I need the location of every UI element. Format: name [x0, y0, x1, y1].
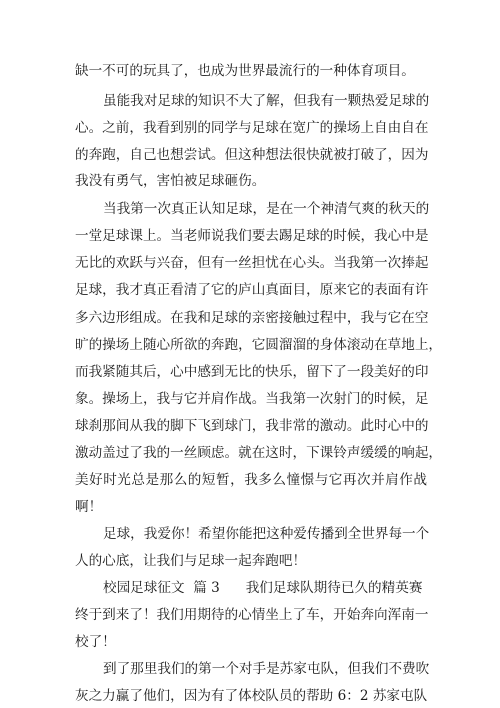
text-line: 终于到来了！我们用期待的心情坐上了车，开始奔向浑南一 [75, 607, 429, 623]
text-line: 校了！ [75, 634, 116, 650]
text-line: 心。之前，我看到别的同学与足球在宽广的操场上自由自在 [75, 120, 429, 136]
text-line: 无比的欢跃与兴奋，但有一丝担忧在心头。当我第一次捧起 [75, 255, 429, 271]
text-line: 激动盖过了我的一丝顾虑。就在这时，下课铃声缓缓的响起， [75, 445, 443, 461]
text-line: 象。操场上，我与它并肩作战。当我第一次射门的时候，足 [75, 391, 429, 407]
text-line: 一堂足球课上。当老师说我们要去踢足球的时候，我心中是 [75, 228, 429, 244]
text-line: 啊！ [75, 499, 103, 515]
text-line: 我没有勇气，害怕被足球砸伤。 [75, 173, 266, 189]
section-heading-line: 校园足球征文 篇 3 我们足球队期待已久的精英赛 [103, 580, 423, 596]
text-line: 的奔跑，自己也想尝试。但这种想法很快就被打破了，因为 [75, 147, 429, 163]
text-line: 球刹那间从我的脚下飞到球门，我非常的激动。此时心中的 [75, 418, 429, 434]
text-line: 虽能我对足球的知识不大了解，但我有一颗热爱足球的 [103, 93, 430, 109]
text-line: 到了那里我们的第一个对手是苏家屯队，但我们不费吹 [103, 661, 430, 677]
text-line: 多六边形组成。在我和足球的亲密接触过程中，我与它在空 [75, 310, 429, 326]
text-line: 足球，我爱你！希望你能把这种爱传播到全世界每一个 [103, 526, 430, 542]
text-line: 美好时光总是那么的短暂，我多么憧憬与它再次并肩作战 [75, 472, 427, 488]
text-line: 人的心底，让我们与足球一起奔跑吧！ [75, 553, 307, 569]
text-line: 当我第一次真正认知足球，是在一个神清气爽的秋天的 [103, 201, 430, 217]
text-line: 缺一不可的玩具了，也成为世界最流行的一种体育项目。 [75, 63, 415, 79]
text-line: 足球，我才真正看清了它的庐山真面目，原来它的表面有许 [75, 282, 429, 298]
text-line: 灰之力赢了他们，因为有了体校队员的帮助 6：2 苏家屯队 [75, 688, 428, 704]
text-line: 而我紧随其后，心中感到无比的快乐，留下了一段美好的印 [75, 364, 429, 380]
text-line: 旷的操场上随心所欲的奔跑，它圆溜溜的身体滚动在草地上， [75, 337, 443, 353]
